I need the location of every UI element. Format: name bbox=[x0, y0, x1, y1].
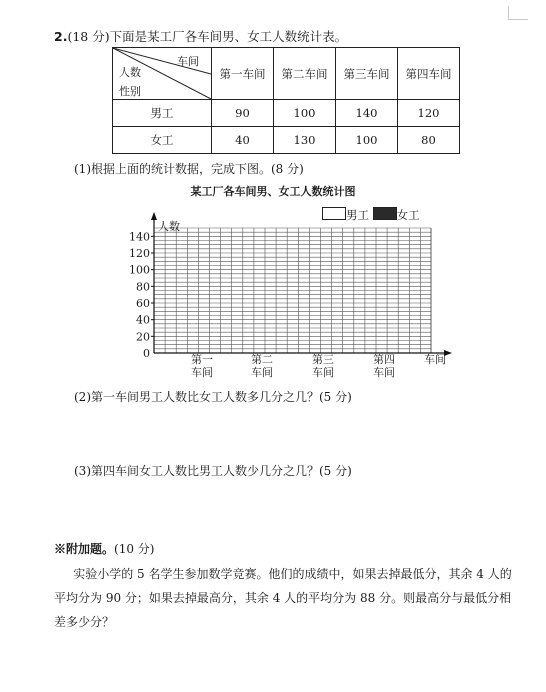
x-category-label: 第一 bbox=[191, 353, 213, 366]
legend-label-male: 男工 bbox=[346, 208, 369, 222]
x-category-label: 第三 bbox=[312, 353, 334, 366]
table-cell: 40 bbox=[212, 127, 274, 154]
column-header: 第二车间 bbox=[274, 48, 336, 100]
bonus-problem-text: 实验小学的 5 名学生参加数学竞赛。他们的成绩中，如果去掉最低分，其余 4 人的平均分为 90 分；如果去掉最高分，其余 4 人的平均分为 88 分。则最高分与最低分相差多少分？ bbox=[54, 567, 512, 629]
subquestion-3: (3)第四车间女工人数比男工人数少几分之几？(5 分) bbox=[74, 464, 352, 478]
question-number: 2. bbox=[54, 29, 68, 44]
chart-title: 某工厂各车间男、女工人数统计图 bbox=[190, 185, 356, 198]
legend-label-female: 女工 bbox=[396, 208, 420, 222]
y-tick-label: 100 bbox=[129, 263, 150, 277]
x-category-label: 车间 bbox=[373, 366, 395, 379]
corner-bottom-label: 性别 bbox=[119, 85, 141, 98]
y-tick-label: 120 bbox=[129, 247, 150, 260]
y-axis-arrow bbox=[151, 212, 157, 220]
corner-top-label: 车间 bbox=[177, 55, 199, 68]
table-cell: 140 bbox=[336, 100, 398, 127]
row-label: 女工 bbox=[113, 127, 212, 154]
x-axis-label: 车间 bbox=[424, 353, 446, 366]
table-cell: 100 bbox=[336, 127, 398, 154]
y-tick-label: 140 bbox=[129, 230, 150, 244]
y-tick-label: 0 bbox=[143, 347, 150, 360]
subquestion-2: (2)第一车间男工人数比女工人数多几分之几？(5 分) bbox=[74, 390, 352, 404]
table-cell: 80 bbox=[398, 127, 460, 154]
question-score: (18 分) bbox=[67, 29, 110, 44]
chart-grid bbox=[154, 228, 431, 353]
y-tick-label: 40 bbox=[136, 313, 150, 327]
y-axis-label: 人数 bbox=[158, 220, 180, 233]
bonus-mark: ※附加题。 bbox=[54, 542, 115, 556]
column-header: 第三车间 bbox=[336, 48, 398, 100]
table-cell: 90 bbox=[212, 100, 274, 127]
table-cell: 130 bbox=[274, 127, 336, 154]
column-header: 第四车间 bbox=[398, 48, 460, 100]
subquestion-1: (1)根据上面的统计数据，完成下图。(8 分) bbox=[74, 162, 304, 176]
row-label: 男工 bbox=[113, 100, 212, 127]
bonus-heading bbox=[54, 540, 154, 557]
x-category-label: 车间 bbox=[191, 366, 213, 379]
x-category-label: 车间 bbox=[312, 366, 334, 379]
chart-axes bbox=[151, 212, 452, 356]
y-tick-label: 60 bbox=[136, 297, 150, 310]
table-cell: 120 bbox=[398, 100, 460, 127]
y-tick-label: 20 bbox=[136, 330, 150, 344]
x-category-label: 第二 bbox=[251, 353, 273, 366]
x-category-label: 车间 bbox=[251, 366, 273, 379]
bonus-score: (10 分) bbox=[114, 542, 155, 556]
table-cell: 100 bbox=[274, 100, 336, 127]
corner-mid-label: 人数 bbox=[119, 66, 141, 79]
question-text: 下面是某工厂各车间男、女工人数统计表。 bbox=[109, 29, 348, 44]
x-category-label: 第四 bbox=[373, 353, 395, 366]
column-header: 第一车间 bbox=[212, 48, 274, 100]
y-tick-label: 80 bbox=[136, 280, 150, 294]
